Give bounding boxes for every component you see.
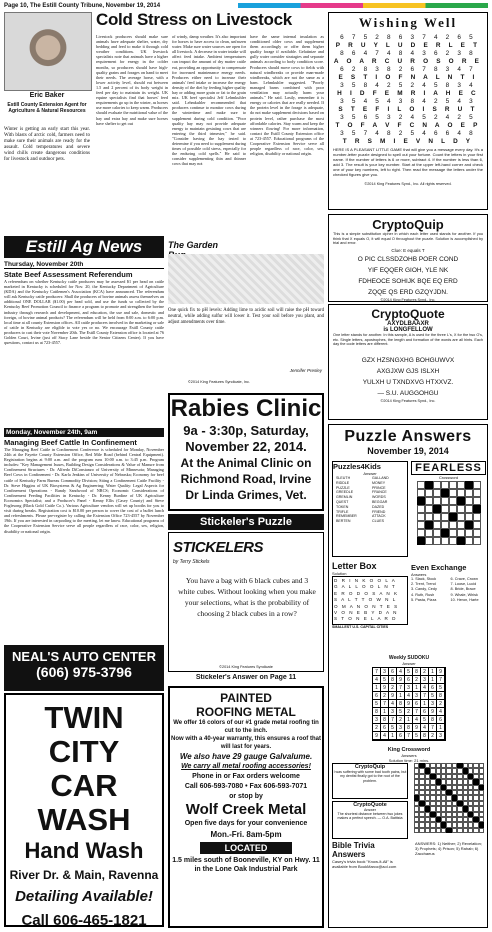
wishing-well-row: 3 5 8 4 2 5 2 4 5 8 3 4 [340,82,476,89]
sudoku-cell: 7 [413,708,421,716]
sudoku-cell: 1 [373,684,381,692]
cryptoquip-line: FDHEOCE SOHIJK BQE EQ ERD [358,278,458,285]
color-bar [238,3,488,8]
letter-box-row: O M A N O N T E S [334,603,399,609]
crossword-cell [465,489,473,497]
crossword-cell [473,513,481,521]
garden-bug-body: One quick fix to pH levels: Adding lime to acidic soil will raise the pH toward neutral, while adding sulfur will lower it. Test your soil before you plant, and adjust amendments over time. [168,308,324,325]
thursday-section [4,261,164,431]
crossword-cell [441,521,449,529]
even-exchange-item: 9. Whale, Whisk [450,592,478,597]
sudoku-cell: 4 [397,668,405,676]
cryptoquote-intro: One letter stands for another. In this sample, A is used for the three L's, X for the two O's, etc. Single letters, apostrophes, the length and formation of the words are all hints. Each day the code letters are different. [333,333,483,347]
crossword-cell [457,529,465,537]
stickeler-answer-note: Stickeler's Answer on Page 11 [195,674,297,681]
sudoku-cell: 3 [381,668,389,676]
crossword-cell [457,513,465,521]
crossword-cell [473,521,481,529]
sudoku-cell: 5 [437,684,445,692]
wishing-well-row: 6 7 5 2 8 6 3 7 4 2 6 5 [340,34,476,41]
wishing-well-row: A O A R C U R O S O R E [333,58,483,65]
sudoku-cell: 1 [381,708,389,716]
crossword-cell [441,537,449,545]
sudoku-cell: 9 [397,676,405,684]
sudoku-cell: 7 [373,668,381,676]
cryptoquip [328,214,488,302]
crossword-cell [479,828,484,833]
crossword-cell [433,513,441,521]
sudoku-cell: 7 [429,724,437,732]
sudoku-cell: 1 [421,700,429,708]
garden-bug-byline: Jennifer Presley [289,368,322,373]
garden-bug-title: The Garden [168,240,219,250]
crossword-cell [433,505,441,513]
crossword-cell [433,537,441,545]
wishing-well-row: 3 5 7 4 8 2 5 4 6 6 4 8 [340,130,476,137]
wishing-well-row: 3 5 4 5 4 3 8 4 2 5 4 3 [340,98,476,105]
sudoku-cell: 5 [413,732,421,740]
sudoku-cell: 9 [413,724,421,732]
even-exchange-item: 4. Ruth, Rush [411,592,435,597]
bible-trivia-answers: ANSWERS: 1) Neither; 2) Revelation; 3) Prophets; 4) Prison; 5) Rahab; 6) Zacchaeus [415,841,482,856]
sudoku-cell: 7 [437,676,445,684]
sudoku-cell: 4 [405,692,413,700]
crossword-cell [433,521,441,529]
thursday-body: A referendum on whether Kentucky cattle producers may be assessed $1 per head on cattle marketed in Kentucky is scheduled for Nov. 20, the Kentucky Department of Agriculture (KDA) and the Kentucky Cattlemen's Association (KCA) have announced. The referendum will ask Kentucky cattle producers: Shall the producers of bovine animals assess themselves an additional ONE DOLLAR ($1.00) per head sold, and use the funds so collected by the Kentucky Beef Promotion Council to finance a program to promote and strengthen the bovine industry through research and development, and education, the use and sale, domestic and foreign, of bovine animal products? The referendum will be held from 8:00 a.m. to 6:00 p.m. local time at all county Extension offices. All cattle producers involved in the marketing or sale of cattle in Kentucky are eligible to vote yes or no. We encourage Estill County cattle producers to cast their vote November 20th. The Estill County Extension office is located at 76 Golden Court, Irvine (just off Stacy Lane beside the Senior Citizens Center). If you have questions, contact us at 723-4557. [4,279,164,346]
sudoku-cell: 2 [405,708,413,716]
garden-bug [168,240,324,390]
crossword-cell [425,505,433,513]
kids-word: BERTEN [336,519,351,524]
crossword-cell [473,529,481,537]
stickeler-copyright: ©2014 King Features Syndicate [219,665,273,669]
crossword-cell [417,505,425,513]
sudoku-cell: 7 [381,700,389,708]
garden-bug-copyright: ©2014 King Features Syndicate, Inc. [188,380,250,384]
puzzles4kids: Puzzles4Kids Answer SLEUTH RIDDLE PUZZLE GREEDLE GREMLIN QUEST TOKEN TRIFLE REMEMBER BERTEN GALLAND MONEY PRINCE FRANCE WORDS BEGGAR DAZED FRIEND ATTACK CLUES [332,461,408,557]
crossword-cell [417,481,425,489]
estill-ag-banner: Estill Ag News [4,236,164,258]
crossword-cell [441,529,449,537]
twin-city-ad: TWIN CITY CAR WASH Hand Wash River Dr. & Main, Ravenna Detailing Available! Call 606-465-1821 [4,693,164,927]
cryptoquote-lines [329,355,487,399]
crossword-cell [473,489,481,497]
article-col-1: Livestock producers should make sure animals have adequate shelter, water, dry bedding and feed to make it through cold weather conditions. UK livestock specialists note that animals have a higher requirement for energy in the colder months, so producers should have high-quality grains and forages on hand to meet their needs. The average horse, with a lower activity level, should eat between 1.5 and 2 percent of its body weight in feed per day to maintain its weight. UK equine specialists find that horses' feed requirements go up in the winter, as horses use more calories to keep warm. Producers should evaluate the nutritional value of the hay and extra hay and make sure horses have shelter to get out [96,34,168,126]
cryptoquip-copyright: ©2014 King Features Synd., Inc. [380,298,436,302]
crossword-cell [465,505,473,513]
crossword-cell [449,505,457,513]
sudoku-cell: 9 [381,684,389,692]
wishing-well [328,12,488,210]
article-col-3: have the same internal insulation as conditioned older cows and supplement them accordingly or offer them higher quality forage if available. Gelatinize and gully water consider stratagies and separate animals according to body condition score. Producers should move cows to fields with natural windbreaks or provide man-made windbreaks, which are not the same as a barn. Lehmkuhler suggested. "Poorly managed barns combined with poor ventilation may actually harm your animals." He said. Lastly, remember it is energy or calories that are really needed. If the protein level in the forage is adequate, do not make supplement decisions based on protein level, rather purchase the most affordable calories. Stay warm and keep the winners flowing! For more information, contact the Estill County Extension office at 723-4557. Educational programs of the Cooperative Extension Service serve all people regardless of race, color, sex, religion, disability or national origin. [250,34,324,157]
thursday-headline: State Beef Assessment Referendum [4,270,133,279]
fearless-crossword: FEARLESS Crossword [411,461,486,561]
crossword-cell [465,481,473,489]
article-intro: Winter is getting an early start this year. With blasts of arctic cold, farmers need to make sure their animals are ready for the assault. Cold temperatures and severe wind chills create dangerous conditions for livestock and outdoor pets. [4,127,90,162]
sudoku-cell: 2 [413,676,421,684]
cryptoquote-line: AXGJXW GJS ISLXH [376,368,440,375]
king-crossword-grid [414,763,484,833]
kids-word: MONEY [372,480,386,485]
sudoku-cell: 4 [421,724,429,732]
sudoku-cell: 2 [437,700,445,708]
sudoku-cell: 2 [389,684,397,692]
crossword-cell [449,537,457,545]
sudoku-cell: 4 [421,684,429,692]
page-header: Page 10, The Estill County Tribune, November 19, 2014 [4,2,488,10]
wishing-well-row: T R S M I E V N L D Y [342,138,474,145]
sudoku-cell: 8 [397,700,405,708]
puzzle-answers-date: November 19, 2014 [367,446,449,456]
monday-section [4,428,164,643]
wishing-well-row: H I D F E M R I A H E C [337,90,479,97]
stickeler-logo: STICKELERS [173,539,264,556]
even-exchange-item: 6. Crave, Crown [450,577,478,581]
cryptoquip-intro: This is a simple substitution cipher in which each letter used stands for another. If you think that X equals O, it will equal O throughout the puzzle. Solution is accomplished by trial and error. [333,232,483,246]
crossword-cell [441,481,449,489]
thursday-date: Thursday, November 20th [4,261,164,269]
crossword-cell [441,505,449,513]
puzzle-answers [328,424,488,928]
crossword-cell [465,529,473,537]
author-title: Estill County Extension Agent for Agriculture & Natural Resources [7,102,87,114]
kids-word: ATTACK [372,514,386,519]
kids-word: SLEUTH [336,476,351,480]
sudoku-cell: 5 [373,700,381,708]
crossword-cell [425,537,433,545]
crossword-cell [473,505,481,513]
wishing-well-row: E S T I O F N A L N T I [338,74,478,81]
stickeler-box [168,532,324,672]
cryptoquip-line: O PIC CLSSDZOHB POER COND [357,256,459,263]
letter-box-row: S T O N E L A R D [334,616,397,622]
sudoku-cell: 2 [429,732,437,740]
garden-bug-art [168,254,324,304]
rabies-ad: Rabies Clinic 9a - 3:30p, Saturday, November 22, 2014. At the Animal Clinic on Richmond Road, Irvine Dr Linda Grimes, Vet. [168,393,324,511]
bible-trivia: Bible Trivia Answers Casey's trivia book "Know-It-All" is available from BookMarco@aol.com [332,841,397,869]
crossword-cell [425,529,433,537]
stickeler-byline: by Terry Stickels [173,559,210,565]
kids-word: PUZZLE [336,485,350,490]
wishing-well-row: P R U Y L U D E R L E T [335,42,481,49]
king-crossword: King Crossword Answers Solution time: 21 mins. [332,747,486,835]
crossword-cell [473,497,481,505]
sudoku-cell: 1 [413,684,421,692]
sudoku-cell: 8 [389,676,397,684]
cryptoquote-title: CryptoQuote [371,307,445,321]
letter-box-row: S A L T T O W N L [334,597,397,603]
monday-body: The Managing Beef Cattle in Confinement Conference is scheduled for Monday, November 24th at the Fayette County Extension Office, Red Mile Road (behind Central Equipment). Registration begins at 9:00 a.m. and the program runs 10:00 a.m. to 3:45 p.m. Program includes: "Key Management Issues, Building Design Considerations & Value of Manure from Confinement Structures - Dr. Alfredo DiConstanzo of University of Minnesota; Managing Beef Cows in Confinement - Dr. Karla Jenkins of University of Nebraska; Economy for beef cattle of Kentucky Farm Bureau Commodity Division; Siting a Confinement Cattle Facility - Dr. Steve Higgins of UK Biosystems & Ag Engineering; Water Quality: Legal Aspects for Confinement Operations - Randy Sandwood of NRCS; Economic Considerations of Confinement Feeding Facilities in Kentucky - Dr. Kenny Burdine of UK Agriculture Economics Specialist; and a Producer's Panel - Kenny Ellis (Casey County) and Steve Foglesong (Black Gold Cattle Co.). Various Agriculture vendors will set up booths for you to visit during breaks. Registration cost is $10.00 per person to cover the cost of a buffet lunch and refreshments. Please pre-register by calling the Extension Office 723-4557 by November 19th. If you are interested in carpooling to the meeting, let me know. Educational programs of the Cooperative Extension Service serve all people regardless of race, color, sex, religion, disability or national origin. [4,447,164,534]
cryptoquote-copyright: ©2014 King Features Synd., Inc. [380,399,436,403]
sudoku-cell: 3 [413,692,421,700]
crossword-cell [457,521,465,529]
kids-word: WORDS [372,495,386,500]
sudoku-cell: 8 [405,724,413,732]
sudoku-cell: 5 [429,692,437,700]
wishing-well-row: 3 5 6 5 3 2 4 5 2 4 2 5 [340,114,476,121]
letter-box-row: G A L L O O L N T [334,584,397,590]
sudoku-cell: 8 [413,668,421,676]
monday-date: Monday, November 24th, 9am [4,428,164,437]
cryptoquote-line: GZX HZSNGXHG BOHGUWVX [361,357,455,364]
even-exchange-item: 7. Loose, Lucid [450,582,477,587]
crossword-cell [417,521,425,529]
sudoku-grid [372,667,446,741]
kids-word: GALLAND [372,476,389,480]
cryptoquip-title: CryptoQuip [372,217,444,232]
crossword-cell [473,481,481,489]
kids-word: GREMLIN [336,495,353,500]
sudoku-cell: 6 [397,732,405,740]
kids-word: QUEST [336,499,349,504]
crossword-cell [449,529,457,537]
letter-box: Letter Box Solution D R I N K O O L A G A L L O O L N T E R O D O S A N K S A L T T O W N L O M A N O N T E S V O N E B Y D A N S T O N E L A R D SMALLEST U.S. CAPITAL CITIES [332,561,408,651]
sudoku-cell: 8 [429,716,437,724]
sudoku-cell: 3 [421,676,429,684]
neals-ad: NEAL'S AUTO CENTER (606) 975-3796 [4,645,164,691]
crossword-cell [425,489,433,497]
wishing-well-row: T O F A V F C N A O E P [335,122,481,129]
kids-word: TOKEN [336,504,349,509]
cryptoquote-line: — S.U. AUGGOHGU [377,390,439,397]
crossword-cell [417,489,425,497]
crossword-cell [465,513,473,521]
sudoku: Weekly SUDOKU Answer 7 3 6 4 5 8 2 1 9 4 5 8 9 6 2 3 1 7 1 9 2 7 3 1 4 6 5 6 2 9 1 4 3 7 5 8 5 7 4 8 9 6 1 3 2 8 1 3 5 2 7 6 9 4 3 8 7 2 1 4 5 8 6 2 6 5 3 8 9 4 7 1 9 4 1 6 7 5 8 2 3 [332,655,486,747]
letter-box-grid [332,576,408,625]
letter-box-row: E R O D O S A N K [334,590,399,596]
kids-word: FRANCE [372,490,387,495]
even-exchange-item: 1. Slack, Stock [411,577,437,581]
cryptoquote-sample2: is LONGFELLOW [383,327,433,333]
even-exchange: Even Exchange Answers 1. Slack, Stock 2. Trent, Trend 3. Candy, Cedy 4. Ruth, Rush 5. Pasta, Pizza 6. Crave, Crown 7. Loose, Lucid 8. Bride, Brace 9. Whale, Whisk 10. Heron, Harte [411,563,486,653]
crossword-cell [449,521,457,529]
sudoku-cell: 2 [421,668,429,676]
even-exchange-list [411,577,486,603]
cryptoquote [328,304,488,420]
crossword-cell [433,529,441,537]
sudoku-cell: 3 [389,708,397,716]
crossword-cell [425,497,433,505]
mini-crossword [417,481,481,545]
cryptoquote-line: YULXH U TXNDXVG HTXXVZ. [362,379,454,386]
crossword-cell [417,513,425,521]
even-exchange-item: 5. Pasta, Pizza [411,597,437,602]
wishing-well-row: S T E F I L O I S R U T [338,106,478,113]
sudoku-cell: 5 [421,716,429,724]
sudoku-cell: 8 [421,732,429,740]
sudoku-cell: 1 [405,716,413,724]
cryptoquip-lines [329,254,487,298]
wishing-well-row: 8 6 4 7 4 8 4 3 6 2 3 8 [340,50,476,57]
even-exchange-item: 10. Heron, Harte [450,597,479,602]
crossword-cell [457,489,465,497]
wishing-well-title: Wishing Well [358,15,458,30]
sudoku-cell: 4 [413,716,421,724]
sudoku-cell: 6 [381,724,389,732]
even-exchange-item: 8. Bride, Brace [450,587,476,592]
crossword-cell [425,521,433,529]
crossword-cell [441,513,449,521]
kids-word: REMEMBER [336,514,357,519]
crossword-cell [417,529,425,537]
sudoku-cell: 6 [389,668,397,676]
kids-word: RIDDLE [336,480,350,485]
kids-word: GREEDLE [336,490,354,495]
monday-headline: Managing Beef Cattle In Confinement [4,438,137,447]
sudoku-cell: 5 [397,708,405,716]
crossword-cell [417,537,425,545]
cryptoquip-answer: CryptoQuip I was suffering with some bad tooth pains, but my dentist finally got to the root of the problem. [332,763,408,799]
sudoku-cell: 2 [397,716,405,724]
article-col-2: of windy, damp weather. It's also important for horses to have access to clean, unfrozen water. Make sure water sources are open for all livestock. A decrease in water intake will affect feed intake. Ambient temperatures can impact the amount of dry matter cattle eat, providing an opportunity to compensate for increased maintenance energy needs. Producers either need to increase their animals' feed intake or increase the energy density of the diet by feeding higher quality hay or adding more grain or fat to the grain mix. UK beef specialist Jeff Lehmkuhler said. Lehmkuhler recommended that producers continue to monitor cows during the wintertime and make sure to supplement during cold condition. "Poor quality hay may not provide adequate energy to maintain gestating cows that are entering the third trimester," he said. "Consider having the hay tested to determine if you need to supplement during times of possible cold stress, especially for the enduring cold spells." He said to consider supplementing thin and thinner cows that may not [172,34,246,167]
sudoku-cell: 7 [397,684,405,692]
sudoku-cell: 7 [389,716,397,724]
cryptoquip-line: ZQQE QS ERD GZQYJDN. [368,289,448,296]
kids-word: DAZED [372,504,385,509]
crossword-cell [457,497,465,505]
even-exchange-item: 2. Trent, Trend [411,582,436,587]
sudoku-cell: 3 [397,724,405,732]
sudoku-cell: 9 [373,732,381,740]
crossword-cell [433,481,441,489]
crossword-cell [441,497,449,505]
sudoku-cell: 6 [405,676,413,684]
kids-word: TRIFLE [336,509,349,514]
cryptoquip-clue: Clue: E equals T [391,248,425,253]
sudoku-cell: 6 [429,684,437,692]
sudoku-cell: 7 [421,692,429,700]
sudoku-cell: 1 [397,692,405,700]
sudoku-cell: 9 [429,708,437,716]
crossword-cell [457,481,465,489]
sudoku-cell: 3 [373,716,381,724]
sudoku-cell: 9 [437,668,445,676]
sudoku-cell: 4 [389,700,397,708]
wishing-well-row: 6 2 8 3 8 2 6 7 8 3 4 7 [340,66,476,73]
sudoku-cell: 3 [405,684,413,692]
even-exchange-item: 3. Candy, Cedy [411,587,437,592]
article-title: Cold Stress on Livestock [96,12,292,29]
sudoku-cell: 8 [437,692,445,700]
letter-box-row: D R I N K O O L A [334,578,397,583]
sudoku-cell: 5 [381,676,389,684]
crossword-cell [433,489,441,497]
sudoku-cell: 9 [405,700,413,708]
crossword-cell [449,513,457,521]
stickeler-question: You have a bag with 6 black cubes and 3 white cubes. Without looking when you make your selections, what is the probability of choosing 2 black cubes in a row? [178,576,316,618]
sudoku-cell: 1 [437,724,445,732]
sudoku-cell: 8 [373,708,381,716]
crossword-cell [457,537,465,545]
sudoku-cell: 2 [381,692,389,700]
crossword-cell [425,481,433,489]
kids-word: FRIEND [372,509,386,514]
kids-word: PRINCE [372,485,386,490]
sudoku-cell: 6 [373,692,381,700]
stickeler-title: Stickeler's Puzzle [168,514,324,530]
sudoku-cell: 5 [389,724,397,732]
sudoku-cell: 1 [389,732,397,740]
wishing-well-grid [333,34,483,146]
crossword-cell [465,521,473,529]
crossword-cell [433,497,441,505]
wishing-well-copyright: ©2014 King Features Synd., Inc. All rights reserved. [364,182,452,186]
kids-word: BEGGAR [372,499,388,504]
sudoku-cell: 8 [381,716,389,724]
roofing-ad: PAINTED ROOFING METAL We offer 16 colors of our #1 grade metal roofing tin cut to the inch. Now with a 40-year warranty, this ensures a roof that will last for years. We also have 29 gauge Galvalume. We carry all metal roofing accessories! Phone in or Fax orders welcome Call 606-593-7080 • Fax 606-593-7071 or stop by Wolf Creek Metal Open five days for your convenience Mon.-Fri. 8am-5pm LOCATED 1.5 miles south of Booneville, KY on Hwy. 11 in the Lone Oak Industrial Park [168,686,324,928]
cryptoquote-answer: CryptoQuote Answer The shortest distance between two jokes makes a perfect speech. — O.A. Battista [332,801,408,839]
sudoku-cell: 1 [429,676,437,684]
cryptoquip-line: YIF EQQER GIOH, YLE NK [367,267,449,274]
author-name: Eric Baker [29,92,65,99]
sudoku-cell: 4 [373,676,381,684]
sudoku-cell: 6 [421,708,429,716]
letter-box-row: V O N E B Y D A N [334,610,398,616]
crossword-cell [449,489,457,497]
sudoku-cell: 3 [429,700,437,708]
sudoku-cell: 5 [405,668,413,676]
cold-stress-article [4,12,324,234]
crossword-cell [457,505,465,513]
kids-word: CLUES [372,519,384,524]
crossword-cell [425,513,433,521]
sudoku-cell: 6 [413,700,421,708]
crossword-cell [441,489,449,497]
sudoku-cell: 9 [389,692,397,700]
sudoku-cell: 2 [373,724,381,732]
sudoku-cell: 4 [381,732,389,740]
wishing-well-instructions: HERE IS A PLEASANT LITTLE GAME that will give you a message every day. It's a number-letter puzzle designed to spell out your fortune. Count the letters in your first name. If the number of letters is 6 or more, subtract 4. If the number is less than 6, add 3. The result is your key number. Start at the upper left-hand corner and check one of your key numbers, left to right. Then read the message the letters under the checked figures give you. [333,147,483,177]
sudoku-cell: 4 [437,708,445,716]
kids-word-list [333,476,407,524]
crossword-cell [465,537,473,545]
crossword-cell [417,497,425,505]
crossword-cell [449,481,457,489]
sudoku-cell: 6 [437,716,445,724]
sudoku-cell: 3 [437,732,445,740]
sudoku-cell: 7 [405,732,413,740]
sudoku-cell: 1 [429,668,437,676]
crossword-cell [449,497,457,505]
crossword-cell [465,497,473,505]
puzzle-answers-title: Puzzle Answers [344,428,472,445]
author-photo [4,12,92,91]
cryptoquote-sample: AXYDLBAAXR [387,321,429,327]
crossword-cell [473,537,481,545]
